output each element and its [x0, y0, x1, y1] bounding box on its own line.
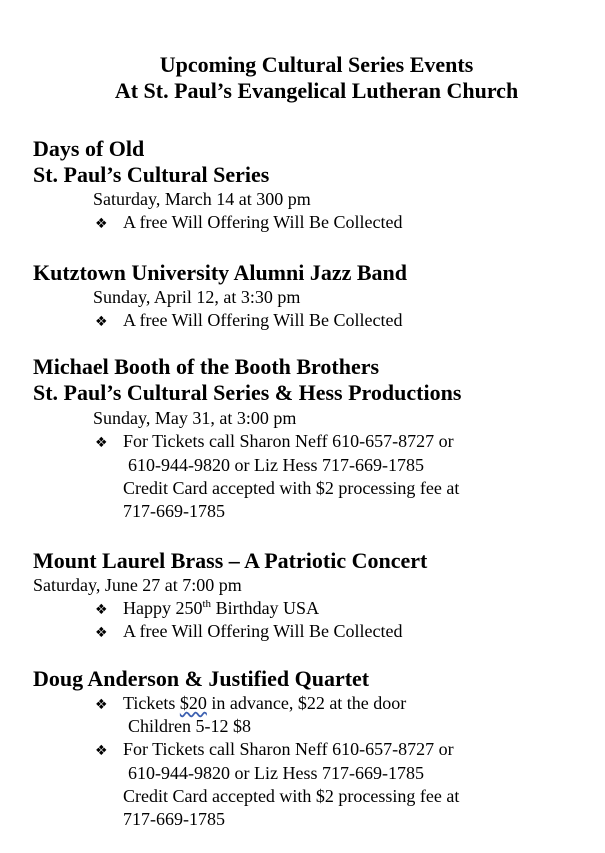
event-2-bullet-1-text: A free Will Offering Will Be Collected: [123, 310, 403, 330]
event-1-bullet-1: [95, 211, 402, 235]
event-5-name: Doug Anderson & Justified Quartet: [33, 666, 370, 691]
event-5-bullet-2-text: For Tickets call Sharon Neff 610-657-8727 or: [123, 739, 454, 759]
event-3-bullet-1-text: For Tickets call Sharon Neff 610-657-8727 or: [123, 431, 454, 451]
event-3-date: Sunday, May 31, at 3:00 pm: [93, 408, 297, 428]
event-4-bullet-1-post: Birthday USA: [211, 598, 320, 618]
event-3-continuation-2: Credit Card accepted with $2 processing fee at: [123, 478, 460, 498]
event-3-bullet-1: [95, 430, 454, 454]
page-title-line-1: Upcoming Cultural Series Events: [159, 52, 474, 77]
event-1-name: Days of Old: [33, 136, 145, 161]
event-5-ticket-price: $20: [179, 693, 207, 713]
event-1-bullet-1-text: A free Will Offering Will Be Collected: [123, 212, 403, 232]
event-3-name: Michael Booth of the Booth Brothers: [33, 354, 380, 379]
event-5-continuation-1: 610-944-9820 or Liz Hess 717-669-1785: [128, 763, 424, 783]
event-3-subtitle: St. Paul’s Cultural Series & Hess Productions: [33, 380, 462, 405]
event-1-subtitle: St. Paul’s Cultural Series: [33, 162, 270, 187]
event-5-bullet-1: [95, 692, 406, 716]
event-4-bullet-1: [95, 597, 319, 621]
event-4-name: Mount Laurel Brass – A Patriotic Concert: [33, 548, 428, 573]
event-1-date: Saturday, March 14 at 300 pm: [93, 189, 311, 209]
event-2-bullet-1: [95, 309, 402, 333]
event-5-bullet-2: [95, 738, 454, 762]
event-3-continuation-3: 717-669-1785: [123, 501, 225, 521]
event-5-ticket-pre: Tickets: [123, 693, 180, 713]
event-2-name: Kutztown University Alumni Jazz Band: [33, 260, 408, 285]
event-5-ticket-post: in advance, $22 at the door: [206, 693, 407, 713]
bullet-diamond-icon: ❖: [95, 743, 108, 759]
bullet-diamond-icon: ❖: [95, 697, 108, 713]
event-5-continuation-2: Credit Card accepted with $2 processing fee at: [123, 786, 460, 806]
event-4-bullet-2: [95, 620, 402, 644]
bullet-diamond-icon: ❖: [95, 314, 108, 330]
event-4-date: Saturday, June 27 at 7:00 pm: [33, 575, 242, 595]
page-title-line-2: At St. Paul’s Evangelical Lutheran Church: [114, 78, 519, 103]
event-4-bullet-1-sup: th: [202, 598, 212, 610]
event-4-bullet-2-text: A free Will Offering Will Be Collected: [123, 621, 403, 641]
event-3-continuation-1: 610-944-9820 or Liz Hess 717-669-1785: [128, 455, 424, 475]
bullet-diamond-icon: ❖: [95, 625, 108, 641]
event-2-date: Sunday, April 12, at 3:30 pm: [93, 287, 301, 307]
event-5-continuation-3: 717-669-1785: [123, 809, 225, 829]
bullet-diamond-icon: ❖: [95, 216, 108, 232]
bullet-diamond-icon: ❖: [95, 435, 108, 451]
event-4-bullet-1-pre: Happy 250: [123, 598, 203, 618]
event-5-children-price: Children 5-12 $8: [128, 716, 251, 736]
bullet-diamond-icon: ❖: [95, 602, 108, 618]
